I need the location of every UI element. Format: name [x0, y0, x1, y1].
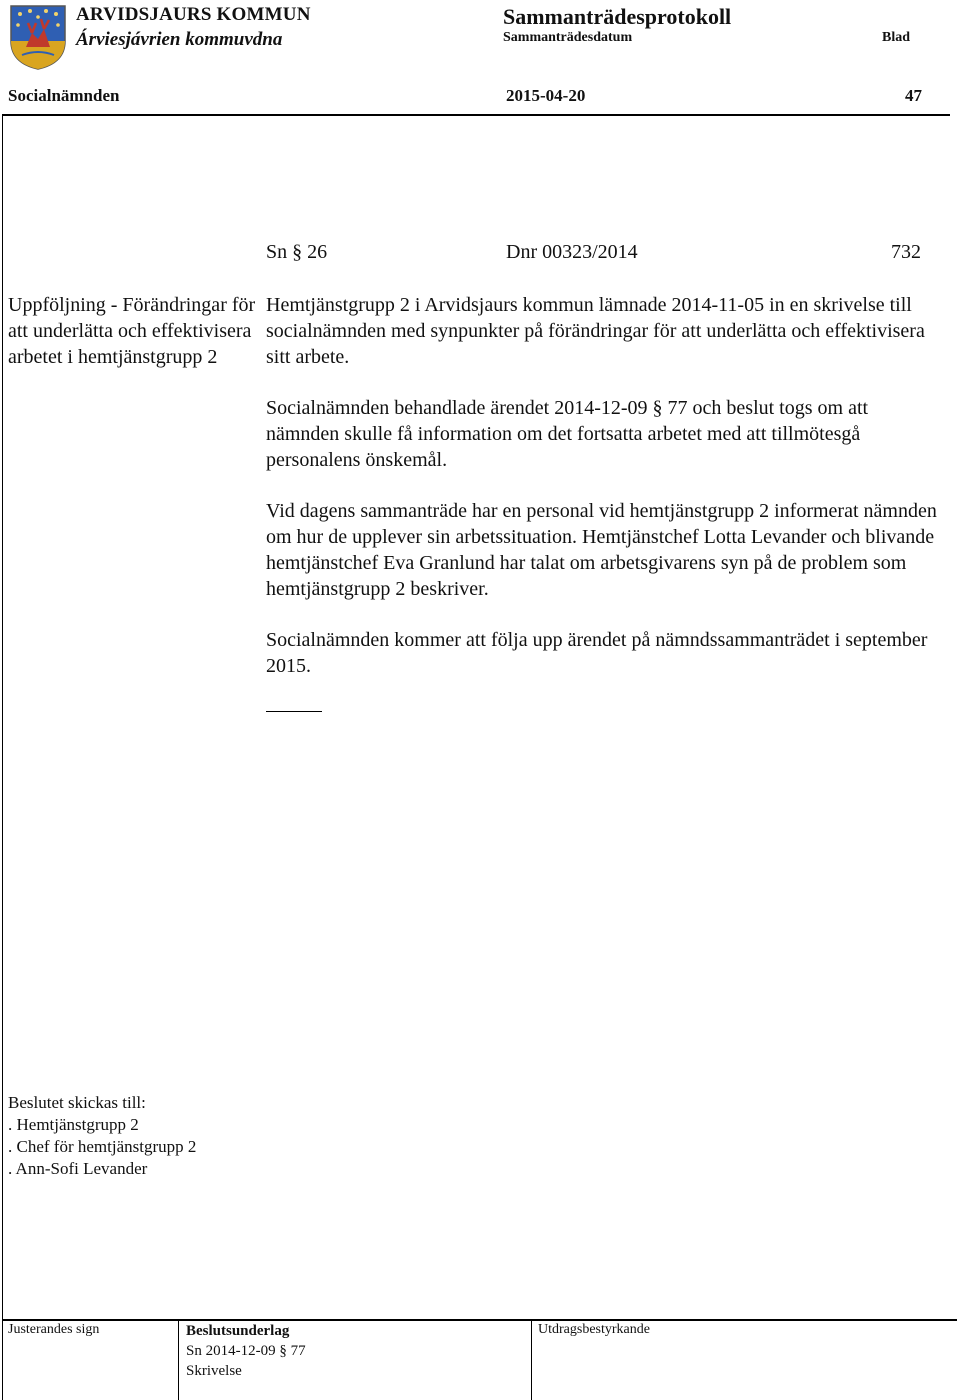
recipients-list	[8, 1092, 196, 1180]
case-code: 732	[891, 241, 921, 263]
page-number: 47	[905, 86, 922, 105]
body-paragraph: Socialnämnden kommer att följa upp ärendet på nämndssammanträdet i september 2015.	[266, 629, 928, 677]
body-paragraph: Vid dagens sammanträde har en personal vid hemtjänstgrupp 2 informerat nämnden om hur de upplever sin arbetssituation. Hemtjänstchef Lotta Levander och blivande hemtjänstchef Eva Granlund har talat om arbetsgivarens syn på de problem som hemtjänstgrupp 2 beskriver.	[266, 500, 937, 600]
decision-basis-item: Sn 2014-12-09 § 77	[186, 1343, 306, 1359]
header-divider	[2, 114, 950, 116]
decision-basis-item: Skrivelse	[186, 1363, 242, 1379]
case-subject: Uppföljning - Förändringar för att underlätta och effektivisera arbetet i hemtjänstgrupp 2	[8, 294, 256, 368]
meeting-date-label: Sammanträdesdatum	[503, 30, 633, 45]
signature-label: Justerandes sign	[8, 1322, 100, 1337]
paragraph-number: Sn § 26	[266, 241, 328, 263]
page-frame-left	[2, 114, 3, 1400]
coat-of-arms-icon	[8, 3, 68, 71]
meeting-date: 2015-04-20	[506, 86, 586, 105]
committee-name: Socialnämnden	[8, 86, 120, 105]
footer-divider	[2, 1319, 957, 1321]
footer-column-divider	[531, 1319, 532, 1400]
body-paragraph: Hemtjänstgrupp 2 i Arvidsjaurs kommun lämnade 2014-11-05 in en skrivelse till socialnämnden med synpunkter på förändringar för att underlätta och effektivisera sitt arbete.	[266, 294, 925, 368]
recipient-item: . Ann-Sofi Levander	[8, 1159, 148, 1178]
page-label: Blad	[882, 30, 911, 45]
decision-basis	[186, 1321, 306, 1381]
body-paragraph: Socialnämnden behandlade ärendet 2014-12-09 § 77 och beslut togs om att nämnden skulle få information om det fortsatta arbetet med att tillmötesgå personalens önskemål.	[266, 397, 869, 471]
case-number: Dnr 00323/2014	[506, 241, 638, 263]
recipient-item: . Chef för hemtjänstgrupp 2	[8, 1137, 197, 1156]
document-title: Sammanträdesprotokoll	[503, 4, 732, 29]
end-mark	[266, 711, 322, 712]
recipients-heading: Beslutet skickas till:	[8, 1093, 146, 1112]
decision-basis-label: Beslutsunderlag	[186, 1323, 290, 1339]
recipient-item: . Hemtjänstgrupp 2	[8, 1115, 139, 1134]
footer-column-divider	[178, 1319, 179, 1400]
municipality-name: ARVIDSJAURS KOMMUN	[76, 4, 311, 25]
municipality-name-sami: Árviesjávrien kommuvdna	[76, 29, 283, 50]
case-body	[266, 292, 946, 712]
extract-certification-label: Utdragsbestyrkande	[538, 1322, 650, 1337]
